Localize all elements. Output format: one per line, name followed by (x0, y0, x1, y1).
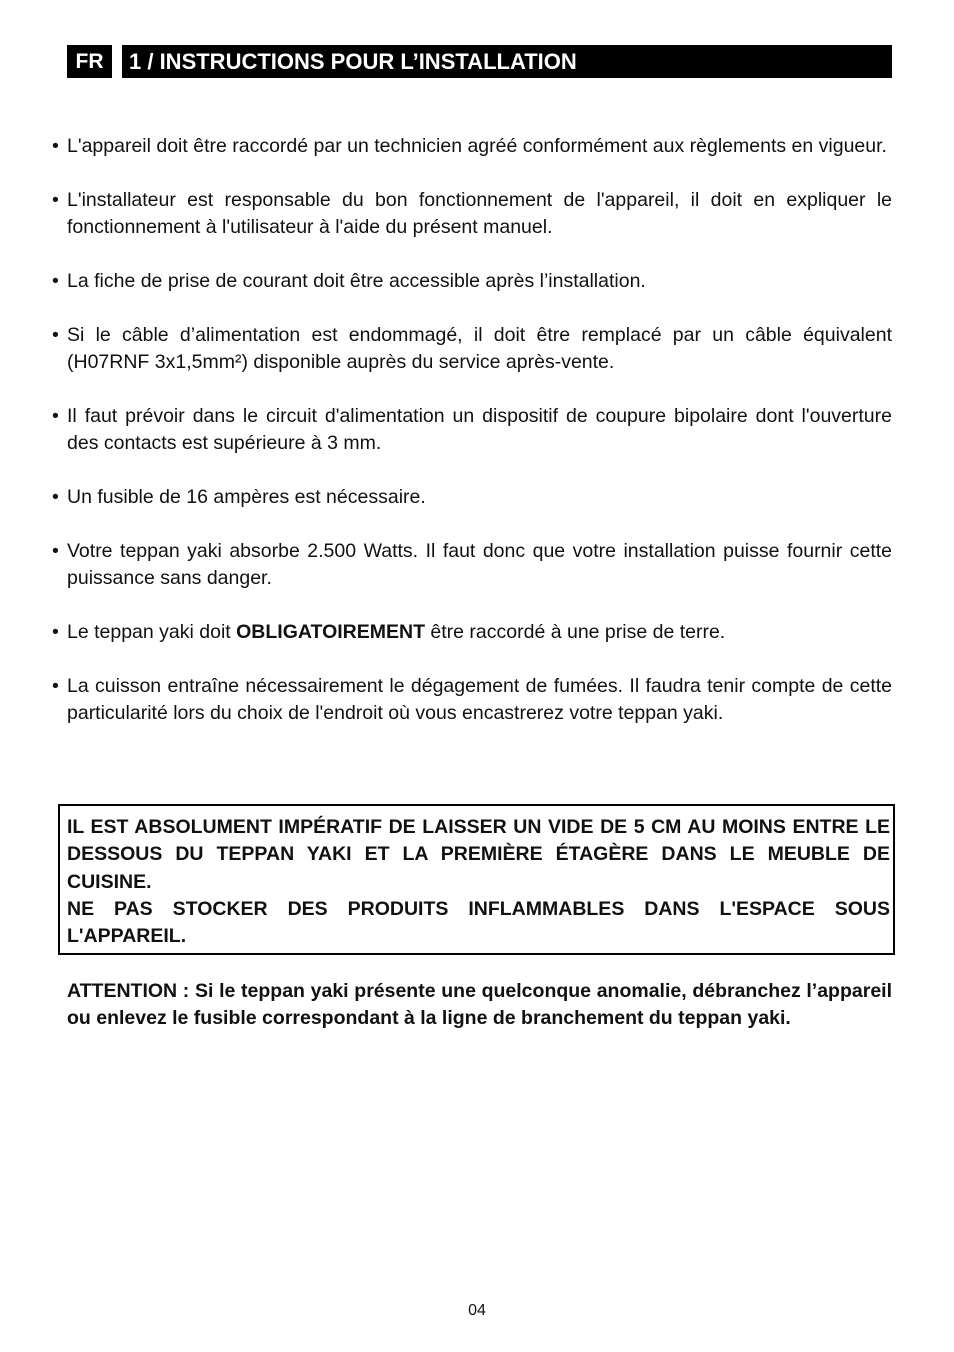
list-item (52, 484, 892, 511)
bullet-icon: • (52, 540, 59, 562)
section-header (67, 45, 892, 78)
list-item (52, 673, 892, 727)
list-item (52, 322, 892, 376)
bullet-icon: • (52, 486, 59, 508)
warning-box (58, 804, 895, 955)
warning-text-flammables: NE PAS STOCKER DES PRODUITS INFLAMMABLES DANS L'ESPACE SOUS L'APPAREIL. (67, 897, 890, 948)
list-item-text: La cuisson entraîne nécessairement le dégagement de fumées. Il faudra tenir compte de cette particularité lors du choix de l'endroit où vous encastrerez votre teppan yaki. (67, 675, 892, 724)
list-item-text: Votre teppan yaki absorbe 2.500 Watts. Il faut donc que votre installation puisse fournir cette puissance sans danger. (67, 540, 892, 589)
emphasis-text: OBLIGATOIREMENT (236, 621, 425, 643)
bullet-icon: • (52, 621, 59, 643)
bullet-icon: • (52, 189, 59, 211)
list-item-text: L'appareil doit être raccordé par un technicien agréé conformément aux règlements en vigueur. (67, 135, 887, 157)
language-badge: FR (67, 45, 112, 78)
bullet-icon: • (52, 135, 59, 157)
list-item (52, 403, 892, 457)
list-item-text: Il faut prévoir dans le circuit d'alimentation un dispositif de coupure bipolaire dont l'ouverture des contacts est supérieure à 3 mm. (67, 405, 892, 454)
instruction-list (52, 133, 892, 754)
page-number: 04 (468, 1302, 486, 1319)
list-item-text: La fiche de prise de courant doit être accessible après l’installation. (67, 270, 646, 292)
list-item (52, 538, 892, 592)
bullet-icon: • (52, 270, 59, 292)
attention-note: ATTENTION : Si le teppan yaki présente une quelconque anomalie, débranchez l’appareil ou enlevez le fusible correspondant à la ligne de branchement du teppan yaki. (67, 980, 892, 1029)
bullet-icon: • (52, 324, 59, 346)
list-item-text-before: Le teppan yaki doit (67, 621, 237, 643)
list-item (52, 619, 892, 646)
list-item-text: L'installateur est responsable du bon fonctionnement de l'appareil, il doit en expliquer le fonctionnement à l'utilisateur à l'aide du présent manuel. (67, 189, 892, 238)
list-item-text: Si le câble d’alimentation est endommagé, il doit être remplacé par un câble équivalent (H07RNF 3x1,5mm²) disponible auprès du service après-vente. (67, 324, 892, 373)
warning-text-clearance: IL EST ABSOLUMENT IMPÉRATIF DE LAISSER UN VIDE DE 5 CM AU MOINS ENTRE LE DESSOUS DU TEPPAN YAKI ET LA PREMIÈRE ÉTAGÈRE DANS LE MEUBLE DE CUISINE. (67, 816, 890, 893)
section-title: 1 / INSTRUCTIONS POUR L’INSTALLATION (122, 45, 892, 78)
list-item (52, 268, 892, 295)
list-item-text-after: être raccordé à une prise de terre. (424, 621, 726, 643)
list-item (52, 133, 892, 160)
bullet-icon: • (52, 405, 59, 427)
list-item (52, 187, 892, 241)
list-item-text: Un fusible de 16 ampères est nécessaire. (67, 486, 426, 508)
bullet-icon: • (52, 675, 59, 697)
